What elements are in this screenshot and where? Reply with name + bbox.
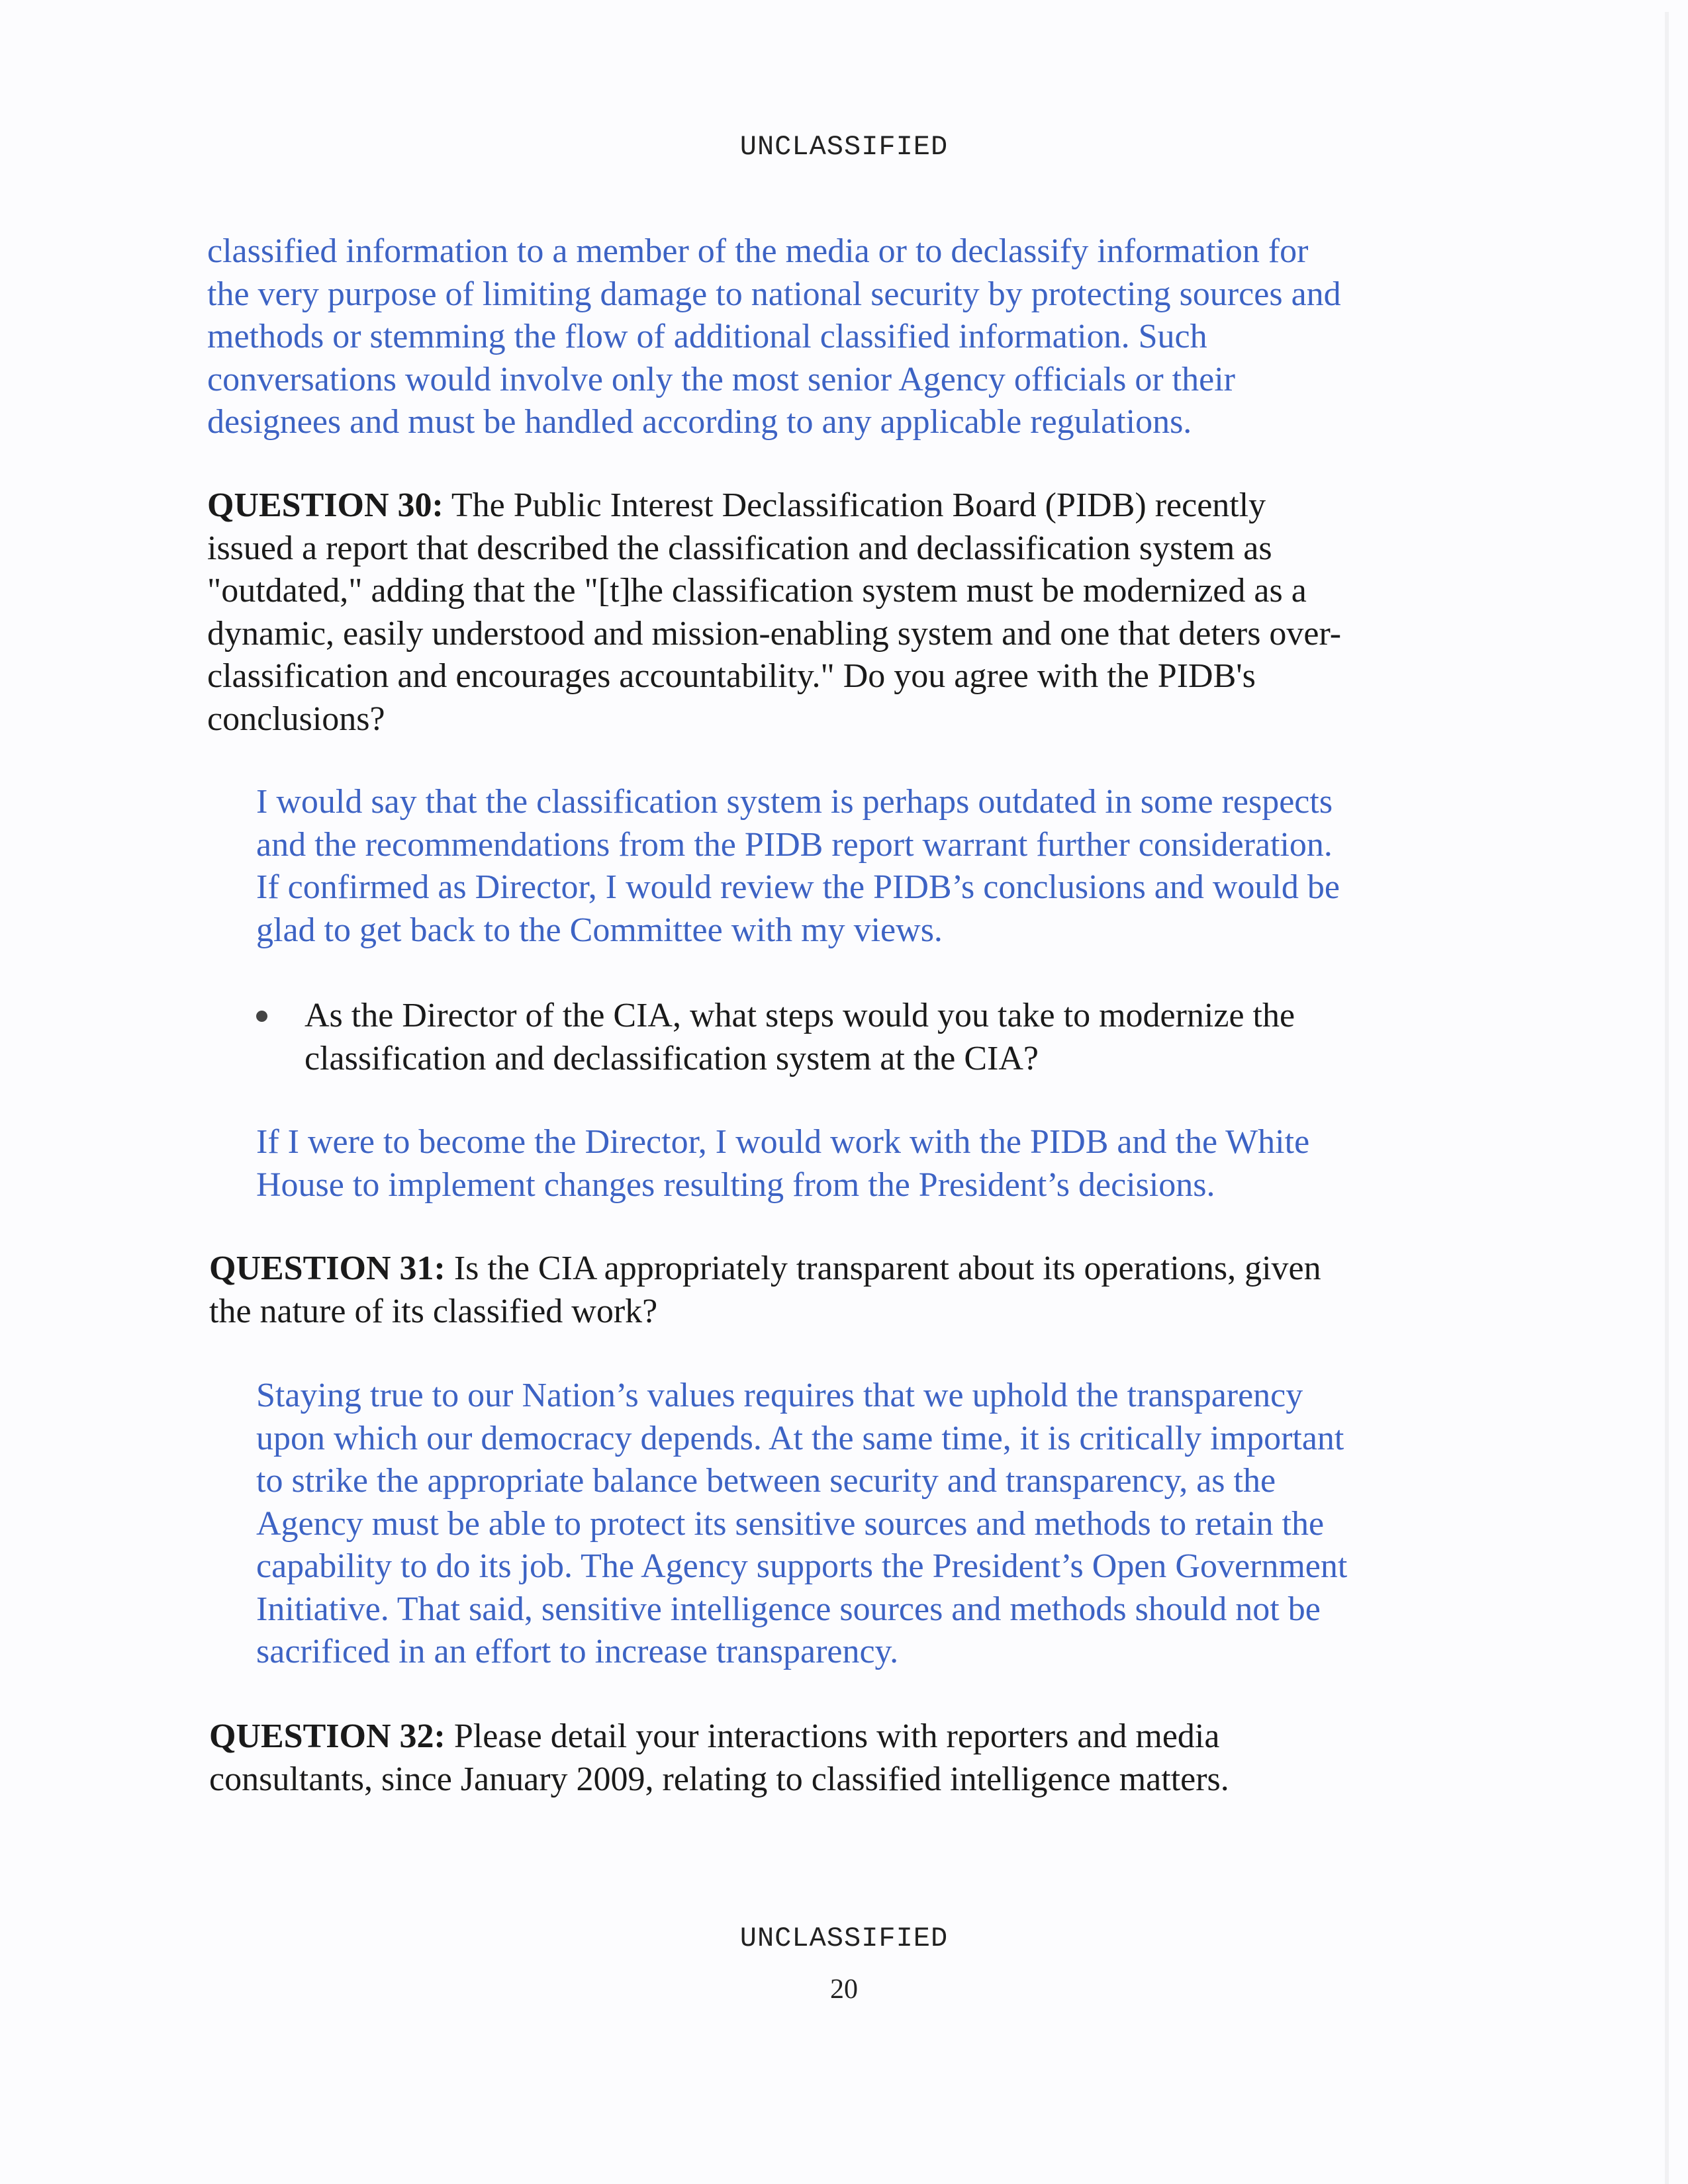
answer-29-continued — [207, 230, 1341, 444]
question-line: consultants, since January 2009, relating to classified intelligence matters. — [209, 1760, 1229, 1798]
question-line: conclusions? — [207, 700, 385, 738]
question-line: "outdated," adding that the "[t]he classification system must be modernized as a — [207, 572, 1307, 610]
question-line: dynamic, easily understood and mission-enabling system and one that deters over- — [207, 614, 1342, 653]
question-text: Is the CIA appropriately transparent about its operations, given — [445, 1250, 1321, 1287]
question-line — [209, 1248, 1321, 1291]
question-32 — [209, 1715, 1229, 1801]
answer-line: upon which our democracy depends. At the same time, it is critically important — [256, 1419, 1344, 1457]
question-line — [207, 484, 1341, 527]
question-label: QUESTION 30: — [207, 486, 444, 524]
header-classification-marking: UNCLASSIFIED — [739, 131, 949, 163]
answer-line: classified information to a member of the media or to declassify information for — [207, 232, 1309, 270]
scan-edge-shadow — [1665, 12, 1669, 2184]
answer-line: House to implement changes resulting from the President’s decisions. — [256, 1165, 1215, 1204]
answer-line: and the recommendations from the PIDB report warrant further consideration. — [256, 825, 1333, 864]
answer-line: conversations would involve only the most senior Agency officials or their — [207, 360, 1235, 398]
bullet-line: classification and declassification system at the CIA? — [305, 1039, 1039, 1077]
answer-line: If I were to become the Director, I would work with the PIDB and the White — [256, 1123, 1310, 1161]
footer-classification-marking: UNCLASSIFIED — [739, 1923, 949, 1954]
answer-30 — [256, 781, 1340, 952]
question-line: the nature of its classified work? — [209, 1292, 658, 1330]
question-text: The Public Interest Declassification Board (PIDB) recently — [443, 486, 1266, 524]
page-number: 20 — [830, 1974, 858, 2005]
answer-line: the very purpose of limiting damage to national security by protecting sources and — [207, 275, 1341, 313]
answer-line: sacrificed in an effort to increase transparency. — [256, 1633, 899, 1670]
bullet-line: As the Director of the CIA, what steps would you take to modernize the — [305, 997, 1295, 1034]
answer-31 — [256, 1375, 1347, 1674]
answer-line: capability to do its job. The Agency supports the President’s Open Government — [256, 1547, 1348, 1585]
question-line: issued a report that described the classification and declassification system as — [207, 529, 1272, 567]
answer-line: If confirmed as Director, I would review the PIDB’s conclusions and would be — [256, 868, 1340, 906]
answer-line: Agency must be able to protect its sensitive sources and methods to retain the — [256, 1504, 1325, 1543]
question-30 — [207, 484, 1341, 741]
bullet-icon — [256, 1011, 267, 1022]
question-line — [209, 1715, 1229, 1758]
answer-line: Staying true to our Nation’s values requires that we uphold the transparency — [256, 1377, 1303, 1414]
answer-30-bullet — [256, 1121, 1309, 1206]
answer-line: glad to get back to the Committee with my views. — [256, 911, 943, 949]
question-label: QUESTION 32: — [209, 1717, 445, 1755]
question-text: Please detail your interactions with reporters and media — [445, 1717, 1220, 1755]
question-label: QUESTION 31: — [209, 1250, 445, 1287]
answer-line: I would say that the classification system is perhaps outdated in some respects — [256, 783, 1333, 821]
bullet-text — [305, 995, 1295, 1080]
answer-line: Initiative. That said, sensitive intelligence sources and methods should not be — [256, 1590, 1321, 1628]
answer-line: to strike the appropriate balance between security and transparency, as the — [256, 1462, 1276, 1500]
answer-line: methods or stemming the flow of additional classified information. Such — [207, 318, 1207, 355]
question-line: classification and encourages accountability." Do you agree with the PIDB's — [207, 657, 1256, 695]
answer-line: designees and must be handled according to any applicable regulations. — [207, 403, 1192, 441]
question-31 — [209, 1248, 1321, 1333]
